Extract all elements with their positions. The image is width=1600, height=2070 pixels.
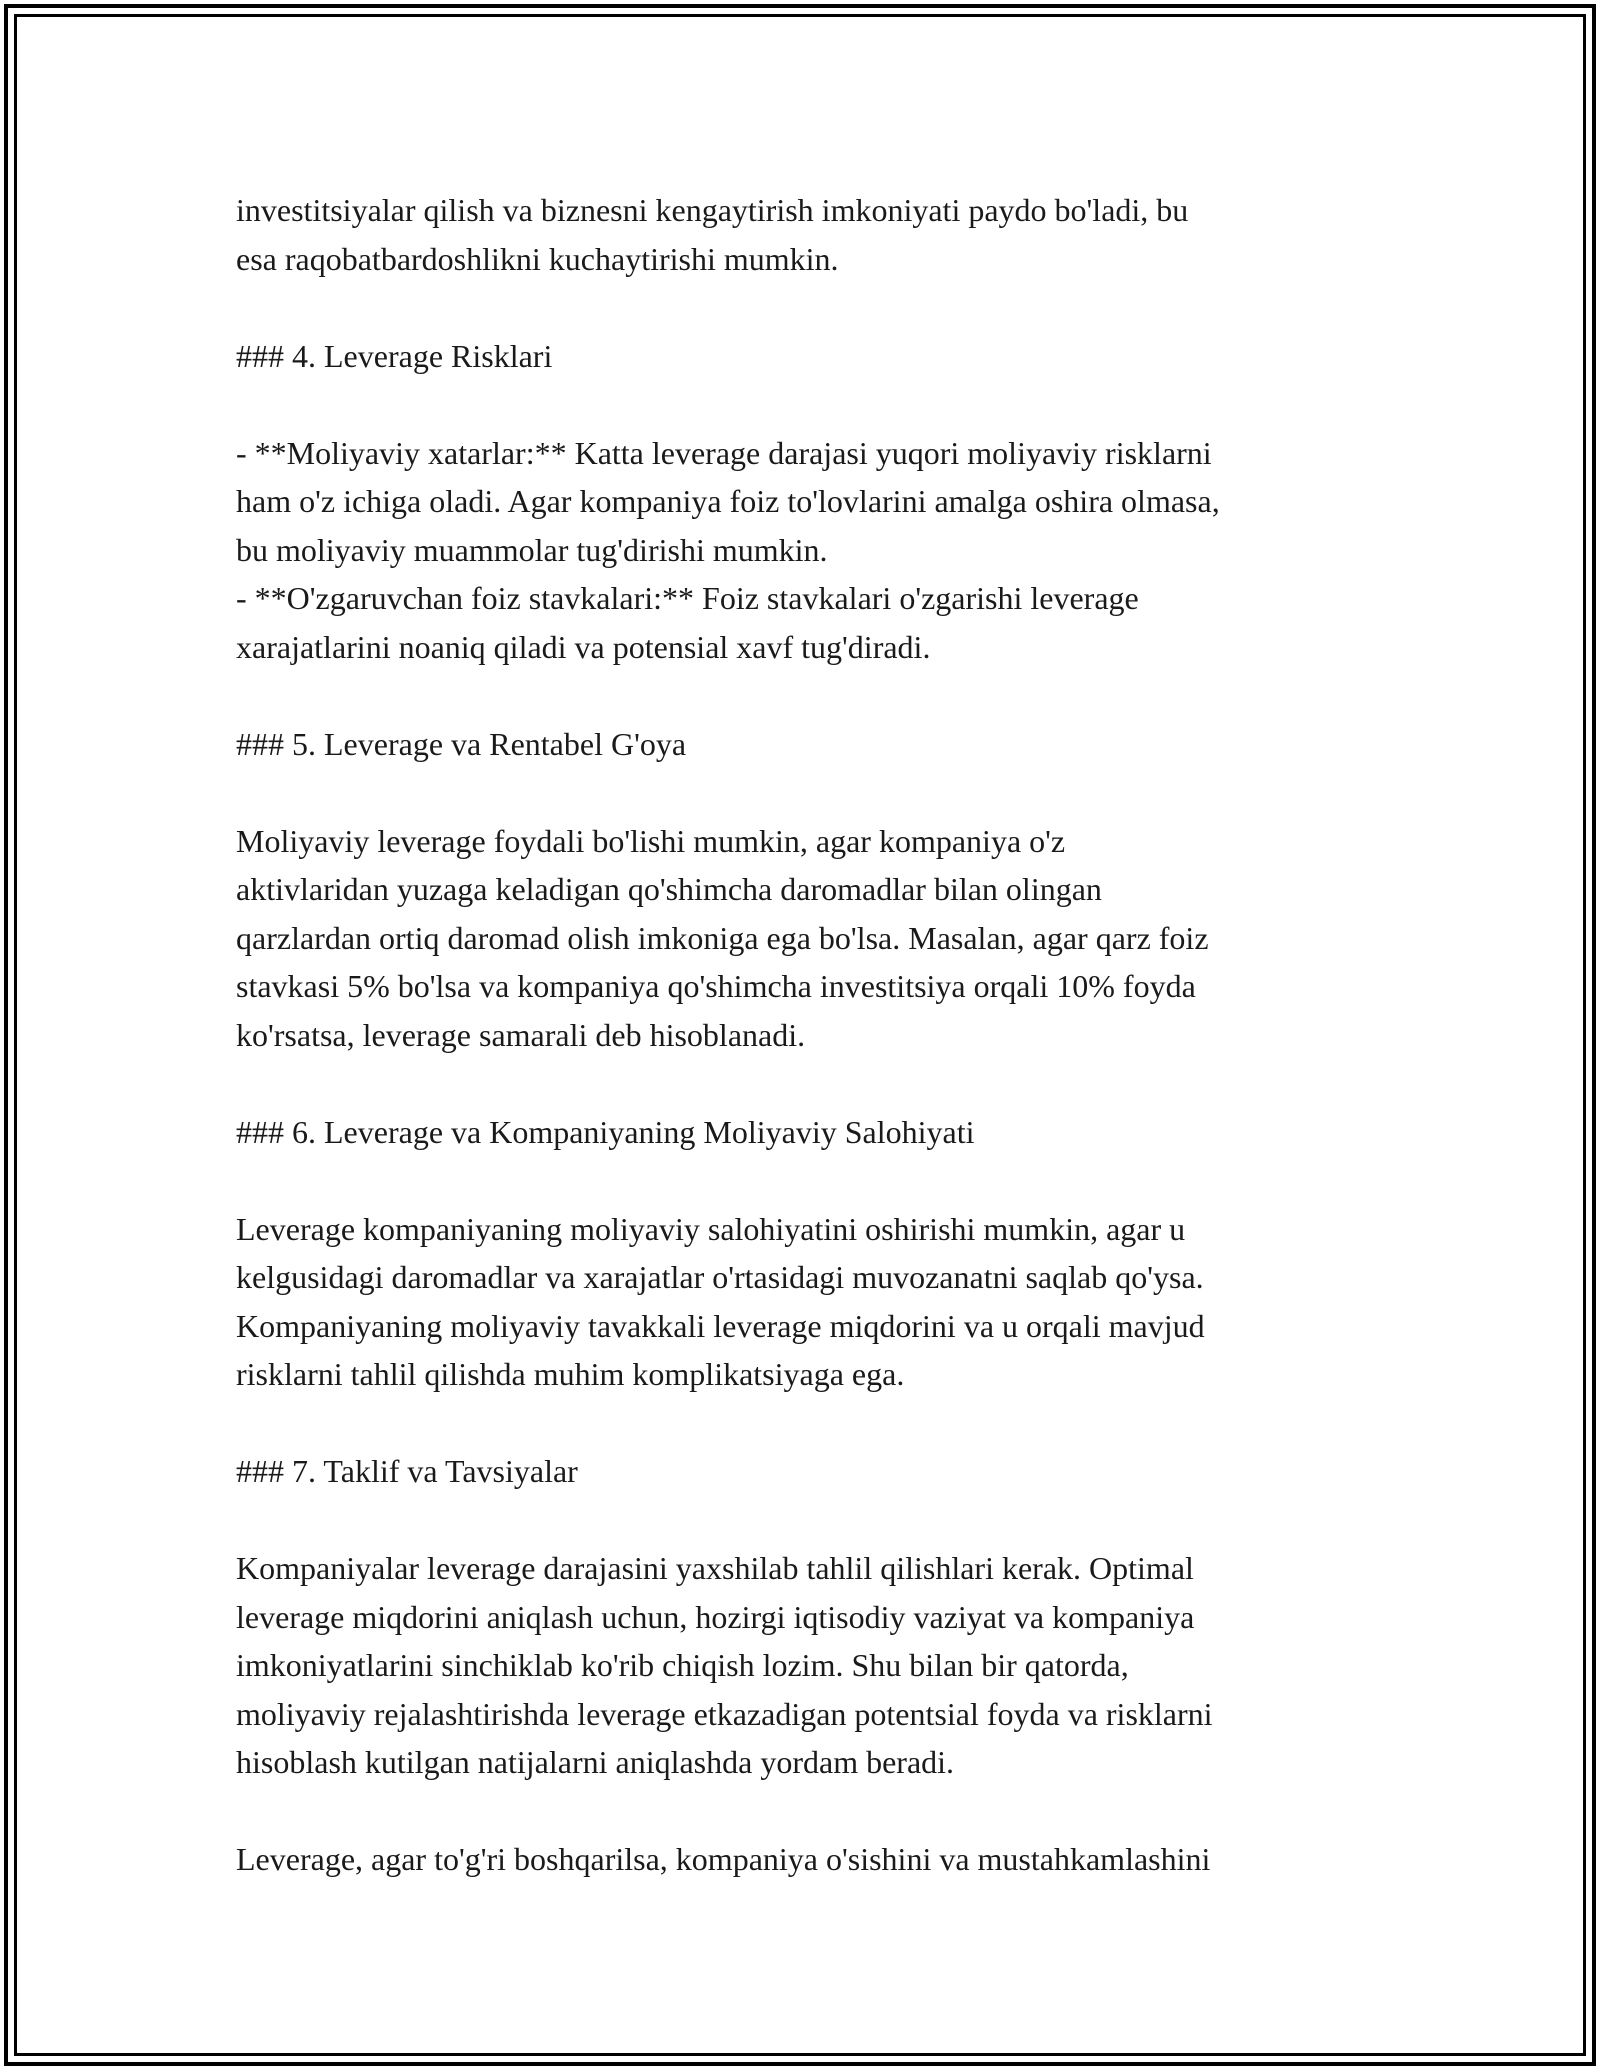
text-line: hisoblash kutilgan natijalarni aniqlashda yordam beradi. (236, 1744, 955, 1780)
text-line: qarzlardan ortiq daromad olish imkoniga ega bo'lsa. Masalan, agar qarz foiz (236, 919, 1209, 956)
text-line: - **Moliyaviy xatarlar:** Katta leverage darajasi yuqori moliyaviy risklarni (236, 434, 1212, 471)
section-heading-7 (236, 1447, 1396, 1496)
paragraph-taklif-tavsiyalar (236, 1544, 1396, 1787)
text-line: Moliyaviy leverage foydali bo'lishi mumkin, agar kompaniya o'z (236, 822, 1066, 859)
text-line: Kompaniyalar leverage darajasini yaxshilab tahlil qilishlari kerak. Optimal (236, 1550, 1194, 1586)
paragraph-rentabel-goya (236, 817, 1396, 1060)
text-line: Kompaniyaning moliyaviy tavakkali leverage miqdorini va u orqali mavjud (236, 1307, 1205, 1344)
text-line: ham o'z ichiga oladi. Agar kompaniya foiz to'lovlarini amalga oshira olmasa, (236, 483, 1220, 519)
text-line: investitsiyalar qilish va biznesni kengaytirish imkoniyati paydo bo'ladi, bu (236, 192, 1189, 228)
section-heading-4 (236, 332, 1396, 381)
heading-text: ### 6. Leverage va Kompaniyaning Moliyaviy Salohiyati (236, 1113, 975, 1150)
text-line: risklarni tahlil qilishda muhim komplikatsiyaga ega. (236, 1356, 905, 1392)
heading-text: ### 7. Taklif va Tavsiyalar (236, 1453, 578, 1489)
text-line: leverage miqdorini aniqlash uchun, hozirgi iqtisodiy vaziyat va kompaniya (236, 1598, 1195, 1635)
text-line: stavkasi 5% bo'lsa va kompaniya qo'shimcha investitsiya orqali 10% foyda (236, 968, 1196, 1004)
text-line: imkoniyatlarini sinchiklab ko'rib chiqish lozim. Shu bilan bir qatorda, (236, 1647, 1129, 1683)
text-line: Leverage kompaniyaning moliyaviy salohiyatini oshirishi mumkin, agar u (236, 1210, 1186, 1247)
paragraph-intro-continuation (236, 186, 1396, 283)
text-line: - **O'zgaruvchan foiz stavkalari:** Foiz stavkalari o'zgarishi leverage (236, 580, 1139, 616)
paragraph-conclusion-start (236, 1835, 1396, 1884)
section-heading-5 (236, 720, 1396, 769)
text-line: bu moliyaviy muammolar tug'dirishi mumkin. (236, 531, 828, 568)
list-item-moliyaviy-xatarlar (236, 429, 1396, 575)
heading-text: ### 5. Leverage va Rentabel G'oya (236, 725, 687, 762)
text-line: kelgusidagi daromadlar va xarajatlar o'rtasidagi muvozanatni saqlab qo'ysa. (236, 1259, 1204, 1295)
list-item-foiz-stavkalari (236, 574, 1396, 671)
text-line: aktivlaridan yuzaga keladigan qo'shimcha daromadlar bilan olingan (236, 871, 1102, 907)
heading-text: ### 4. Leverage Risklari (236, 337, 553, 374)
text-line: ko'rsatsa, leverage samarali deb hisoblanadi. (236, 1016, 806, 1053)
paragraph-moliyaviy-salohiyat (236, 1205, 1396, 1399)
section-heading-6 (236, 1108, 1396, 1157)
text-line: Leverage, agar to'g'ri boshqarilsa, kompaniya o'sishini va mustahkamlashini (236, 1841, 1211, 1877)
text-line: moliyaviy rejalashtirishda leverage etkazadigan potentsial foyda va risklarni (236, 1695, 1213, 1732)
document-body (236, 186, 1396, 1884)
text-line: xarajatlarini noaniq qiladi va potensial xavf tug'diradi. (236, 628, 931, 665)
text-line: esa raqobatbardoshlikni kuchaytirishi mumkin. (236, 240, 839, 277)
